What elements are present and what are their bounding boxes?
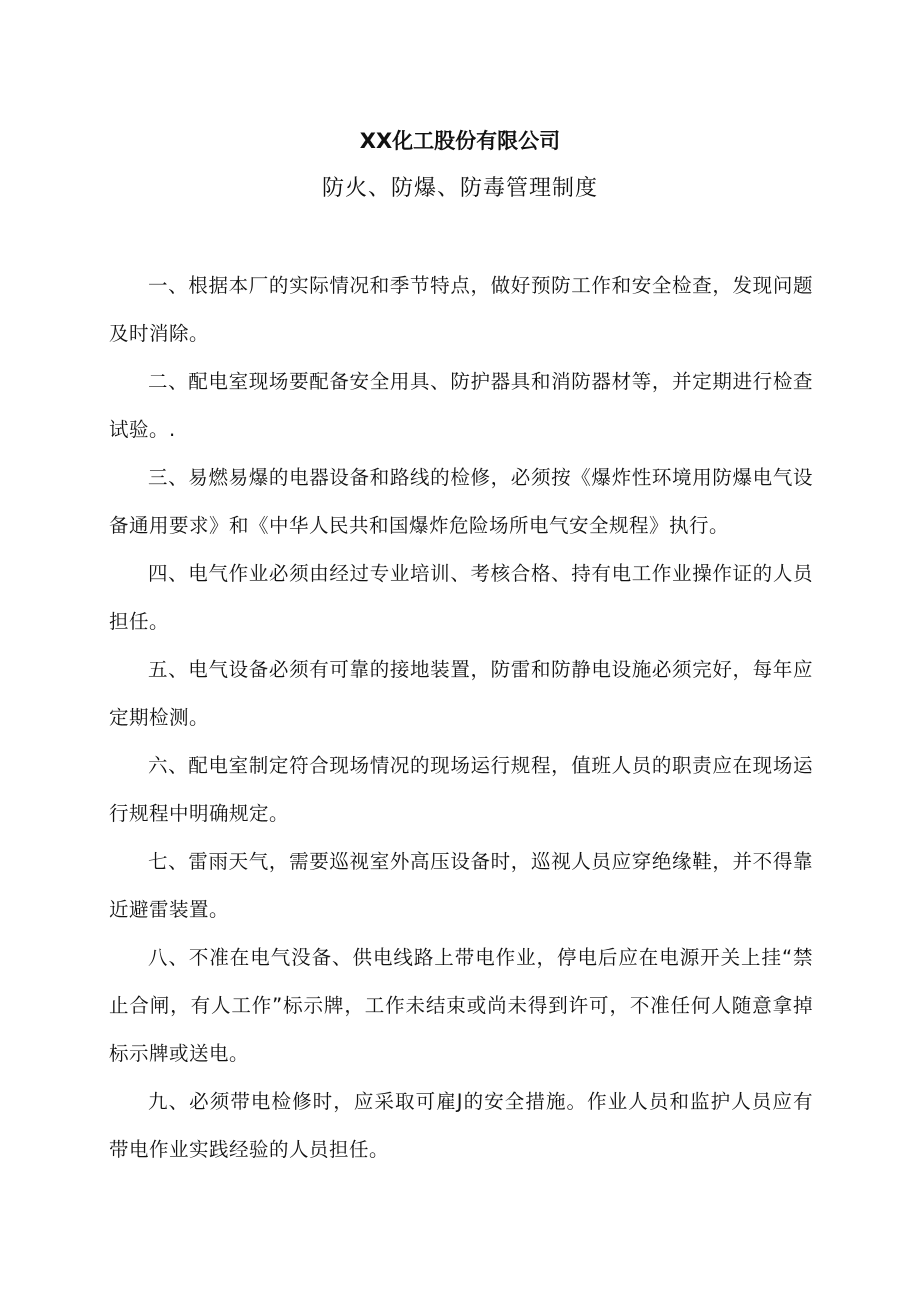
document-body bbox=[109, 262, 813, 1174]
clause-5: 五、电气设备必须有可靠的接地装置，防雷和防静电设施必须完好，每年应定期检测。 bbox=[109, 658, 813, 729]
clause-3: 三、易燃易爆的电器设备和路线的检修，必须按《爆炸性环境用防爆电气设备通用要求》和《中华人民共和国爆炸危险场所电气安全规程》执行。 bbox=[109, 466, 813, 537]
clause-6: 六、配电室制定符合现场情况的现场运行规程，值班人员的职责应在现场运行规程中明确规定。 bbox=[109, 754, 813, 825]
document-title: 防火、防爆、防毒管理制度 bbox=[321, 176, 598, 201]
clause-1: 一、根据本厂的实际情况和季节特点，做好预防工作和安全检查，发现问题及时消除。 bbox=[109, 274, 813, 345]
clause-2: 二、配电室现场要配备安全用具、防护器具和消防器材等，并定期进行检查试验。. bbox=[109, 370, 813, 441]
company-name: XX化工股份有限公司 bbox=[359, 129, 561, 153]
clause-8: 八、不准在电气没备、供电线路上带电作业，停电后应在电源开关上挂“禁止合闸，有人工作”标示牌，工作未结束或尚未得到许可，不准任何人随意拿掉标示牌或送电。 bbox=[109, 946, 813, 1065]
clause-9: 九、必须带电检修时，应采取可雇J的安全措施。作业人员和监护人员应有带电作业实践经验的人员担任。 bbox=[109, 1090, 813, 1161]
clause-7: 七、雷雨天气，需要巡视室外高压设备时，巡视人员应穿绝缘鞋，并不得靠近避雷装置。 bbox=[109, 850, 813, 921]
clause-4: 四、电气作业必须由经过专业培训、考核合格、持有电工作业操作证的人员担任。 bbox=[109, 562, 813, 633]
